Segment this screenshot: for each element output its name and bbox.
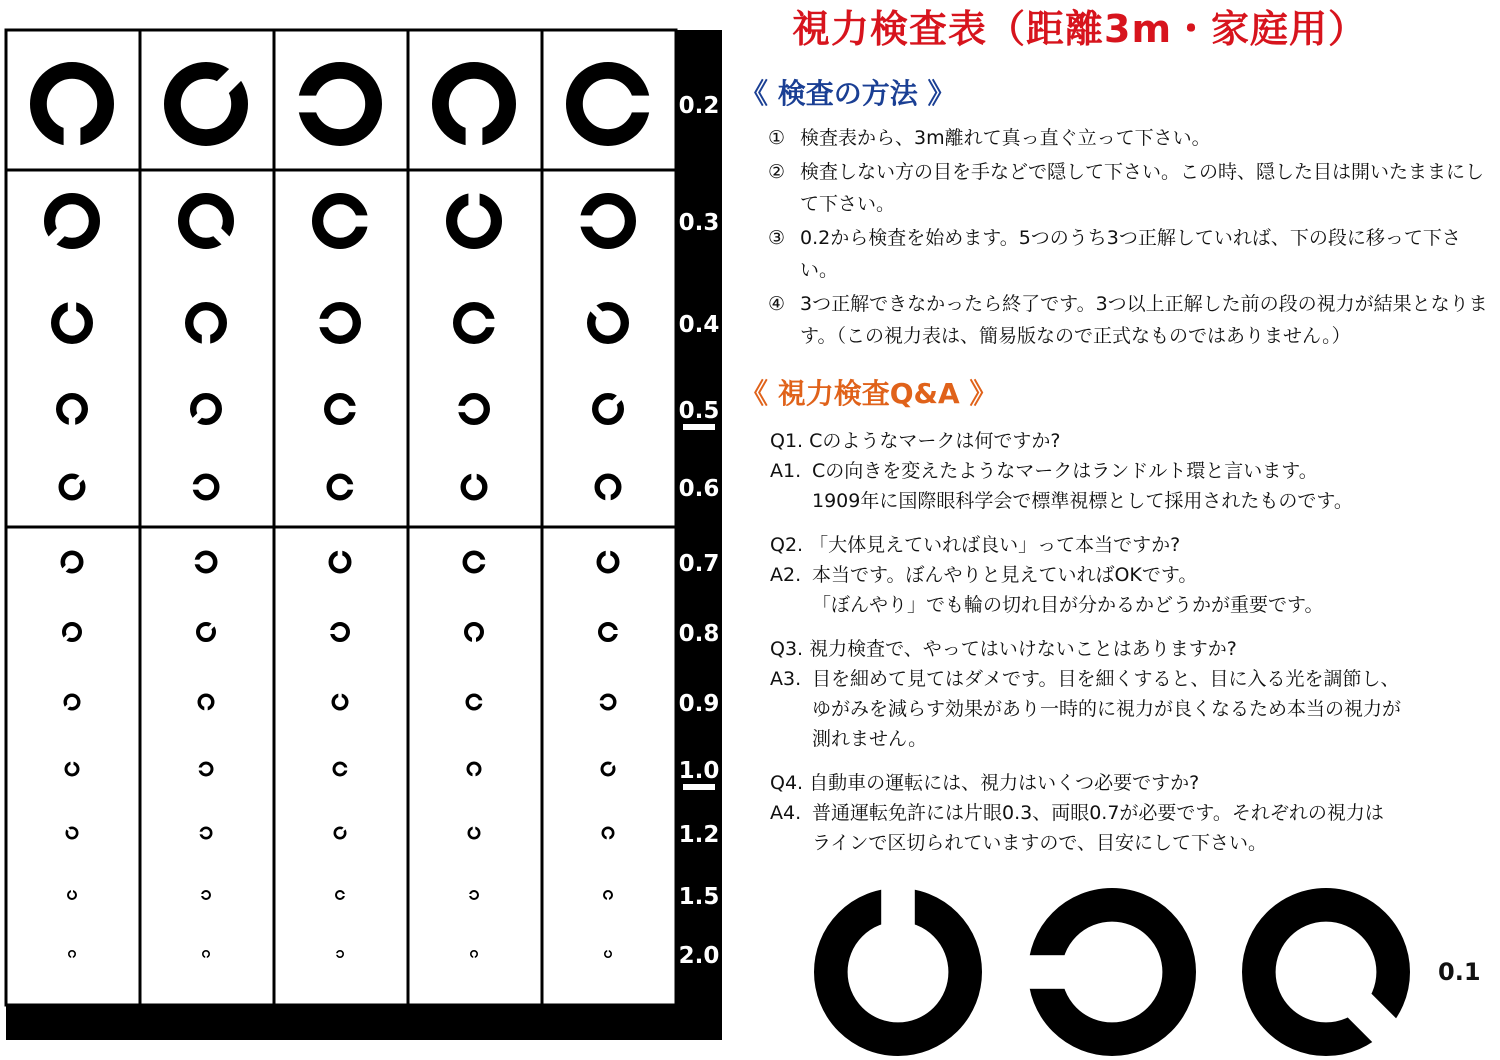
step-number: ④: [768, 293, 786, 315]
page-title: 視力検査表（距離3m・家庭用）: [792, 7, 1368, 51]
cutoff-marker: [683, 424, 715, 430]
question: Q1. Cのようなマークは何ですか?: [770, 430, 1061, 452]
answer-line: 本当です。ぼんやりと見えていればOKです。: [812, 564, 1198, 586]
answer-line: ゆがみを減らす効果があり一時的に視力が良くなるため本当の視力が: [812, 698, 1402, 720]
qa-item: [770, 530, 1496, 620]
qa-item: [770, 426, 1496, 516]
question: Q4. 自動車の運転には、視力はいくつ必要ですか?: [770, 772, 1200, 794]
method-step: [768, 122, 1498, 154]
qa-list: [770, 426, 1496, 872]
answer: [770, 560, 1496, 620]
step-number: ②: [768, 161, 786, 183]
answer: [770, 456, 1496, 516]
answer: [770, 798, 1496, 858]
step-text: 検査しない方の目を手などで隠して下さい。この時、隠した目は開いたままにして下さい。: [800, 161, 1485, 215]
step-number: ①: [768, 127, 786, 149]
answer: [770, 664, 1496, 754]
qa-item: [770, 768, 1496, 858]
acuity-label: 1.0: [678, 758, 720, 784]
question: Q3. 視力検査で、やってはいけないことはありますか?: [770, 638, 1237, 660]
bottom-band: [6, 1004, 722, 1040]
step-text: 検査表から、3m離れて真っ直ぐ立って下さい。: [800, 127, 1211, 149]
landolt-ring: [831, 886, 965, 1039]
landolt-ring: [1026, 905, 1179, 1039]
answer-label: A1.: [770, 460, 802, 482]
qa-item: [770, 634, 1496, 754]
acuity-label: 1.2: [678, 822, 720, 848]
answer-line: 普通運転免許には片眼0.3、両眼0.7が必要です。それぞれの視力は: [812, 802, 1384, 824]
landolt-ring: [1231, 880, 1430, 1060]
qa-heading: 《 視力検査Q&A 》: [740, 377, 998, 410]
acuity-label: 0.3: [678, 210, 720, 236]
vision-chart: [0, 0, 730, 1060]
acuity-label: 0.8: [678, 621, 720, 647]
chart-frame: [6, 30, 676, 1005]
answer-line: Cの向きを変えたようなマークはランドルト環と言います。: [812, 460, 1318, 482]
big-ring-label: 0.1: [1438, 958, 1481, 986]
step-text: 0.2から検査を始めます。5つのうち3つ正解していれば、下の段に移って下さい。: [800, 227, 1461, 281]
method-heading: 《 検査の方法 》: [740, 77, 956, 110]
answer-label: A2.: [770, 564, 802, 586]
step-number: ③: [768, 227, 786, 249]
answer-line: 目を細めて見てはダメです。目を細くすると、目に入る光を調節し、: [812, 668, 1400, 690]
acuity-label: 0.5: [678, 398, 720, 424]
acuity-label: 0.7: [678, 551, 720, 577]
acuity-label: 0.9: [678, 691, 720, 717]
answer-line: 「ぼんやり」でも輪の切れ目が分かるかどうかが重要です。: [812, 594, 1324, 616]
acuity-label: 2.0: [678, 943, 720, 969]
step-text: 3つ正解できなかったら終了です。3つ以上正解した前の段の視力が結果となります。（この視力表は、簡易版なので正式なものではありません。）: [800, 293, 1488, 347]
method-step: [768, 222, 1498, 286]
method-step: [768, 288, 1498, 352]
acuity-label: 0.6: [678, 476, 720, 502]
answer-label: A3.: [770, 668, 802, 690]
answer-label: A4.: [770, 802, 802, 824]
acuity-label: 0.2: [678, 93, 720, 119]
method-step: [768, 156, 1498, 220]
big-rings: [790, 880, 1430, 1060]
question: Q2. 「大体見えていれば良い」って本当ですか?: [770, 534, 1181, 556]
answer-line: 1909年に国際眼科学会で標準視標として採用されたものです。: [812, 490, 1353, 512]
method-steps: [768, 122, 1498, 354]
acuity-label: 1.5: [678, 884, 720, 910]
cutoff-marker: [683, 784, 715, 790]
acuity-label: 0.4: [678, 312, 720, 338]
answer-line: ラインで区切られていますので、目安にして下さい。: [812, 832, 1268, 854]
answer-line: 測れません。: [812, 728, 928, 750]
